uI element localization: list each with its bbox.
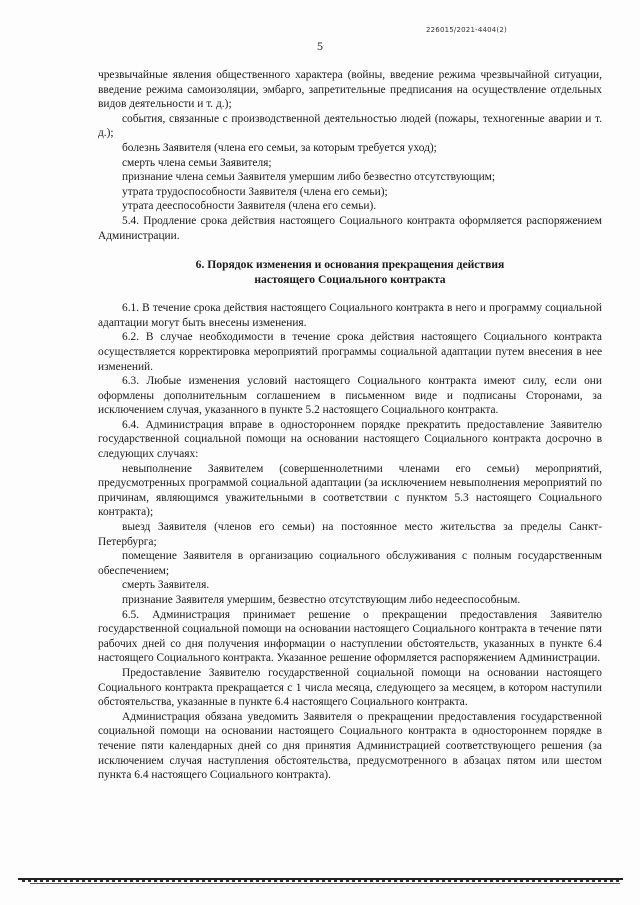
paragraph: утрата дееспособности Заявителя (члена его семьи). [122, 200, 377, 213]
paragraph: Администрация обязана уведомить Заявителя о прекращении предоставления государственной социальной помощи на основании настоящего Социального контракта в одностороннем порядке в течение пяти календарных дней со дня принятия Администрацией соответствующего решения (за исключением случая наступления обстоятельства, предусмотренного в абзацах пятом или шестом пункта 6.4 настоящего Социального контракта). [98, 710, 602, 782]
paragraph: утрата трудоспособности Заявителя (члена его семьи); [122, 185, 388, 198]
document-body [98, 68, 602, 783]
page-number: 5 [317, 39, 323, 53]
paragraph: 6.4. Администрация вправе в одностороннем порядке прекратить предоставление Заявителю государственной социальной помощи на основании настоящего Социального контракта досрочно в следующих случаях: [98, 418, 602, 461]
paragraph: Предоставление Заявителю государственной социальной помощи на основании настоящего Социального контракта прекращается с 1 числа месяца, следующего за месяцем, в котором наступили обстоятельства, указанные в пункте 6.4 настоящего Социального контракта. [98, 666, 602, 709]
paragraph: 6.3. Любые изменения условий настоящего Социального контракта имеют силу, если они оформлены дополнительным соглашением в письменном виде и подписаны Сторонами, за исключением случая, указанного в пункте 5.2 настоящего Социального контракта. [98, 375, 602, 417]
document-number: 226015/2021-4404(2) [426, 26, 507, 34]
section-heading-line1: 6. Порядок изменения и основания прекращения действия [195, 258, 505, 272]
paragraph: 6.5. Администрация принимает решение о прекращении предоставления Заявителю государственной социальной помощи на основании настоящего Социального контракта в течение пяти рабочих дней со дня получения информации о наступлении обстоятельств, указанных в пункте 6.4 настоящего Социального контракта. Указанное решение оформляется распоряжением Администрации. [98, 608, 602, 665]
paragraph: помещение Заявителя в организацию социального обслуживания с полным государственным обеспечением; [98, 550, 602, 577]
scan-edge-line-thin [30, 883, 620, 884]
section-heading [98, 257, 602, 287]
paragraph: смерть Заявителя. [122, 579, 210, 592]
paragraph: события, связанные с производственной деятельностью людей (пожары, техногенные аварии и т. д.); [98, 112, 602, 140]
paragraph: болезнь Заявителя (члена его семьи, за которым требуется уход); [122, 141, 437, 154]
paragraph: невыполнение Заявителем (совершеннолетними членами его семьи) мероприятий, предусмотренных программой социальной адаптации (за исключением невыполнения мероприятий по причинам, являющимся уважительными в соответствии с пунктом 5.3 настоящего Социального контракта); [98, 462, 602, 519]
paragraph: выезд Заявителя (членов его семьи) на постоянное место жительства за пределы Санкт-Петербурга; [98, 521, 602, 548]
paragraph: признание члена семьи Заявителя умершим либо безвестно отсутствующим; [122, 171, 496, 184]
paragraph: признание Заявителя умершим, безвестно отсутствующим либо недееспособным. [122, 594, 521, 606]
paragraph: смерть члена семьи Заявителя; [122, 156, 272, 169]
paragraph: 6.2. В случае необходимости в течение срока действия настоящего Социального контракта осуществляется корректировка мероприятий программы социальной адаптации путем внесения в нее изменений. [98, 331, 602, 373]
paragraph: чрезвычайные явления общественного характера (войны, введение режима чрезвычайной ситуации, введение режима самоизоляции, эмбарго, запретительные предписания на осуществление отдельных видов деятельности и т. д.); [98, 69, 602, 111]
section-heading-line2: настоящего Социального контракта [254, 273, 446, 287]
paragraph: 5.4. Продление срока действия настоящего Социального контракта оформляется распоряжением Администрации. [98, 214, 602, 242]
paragraph: 6.1. В течение срока действия настоящего Социального контракта в него и программу социальной адаптации могут быть внесены изменения. [98, 302, 602, 329]
scan-edge-dotted-line [22, 880, 622, 882]
